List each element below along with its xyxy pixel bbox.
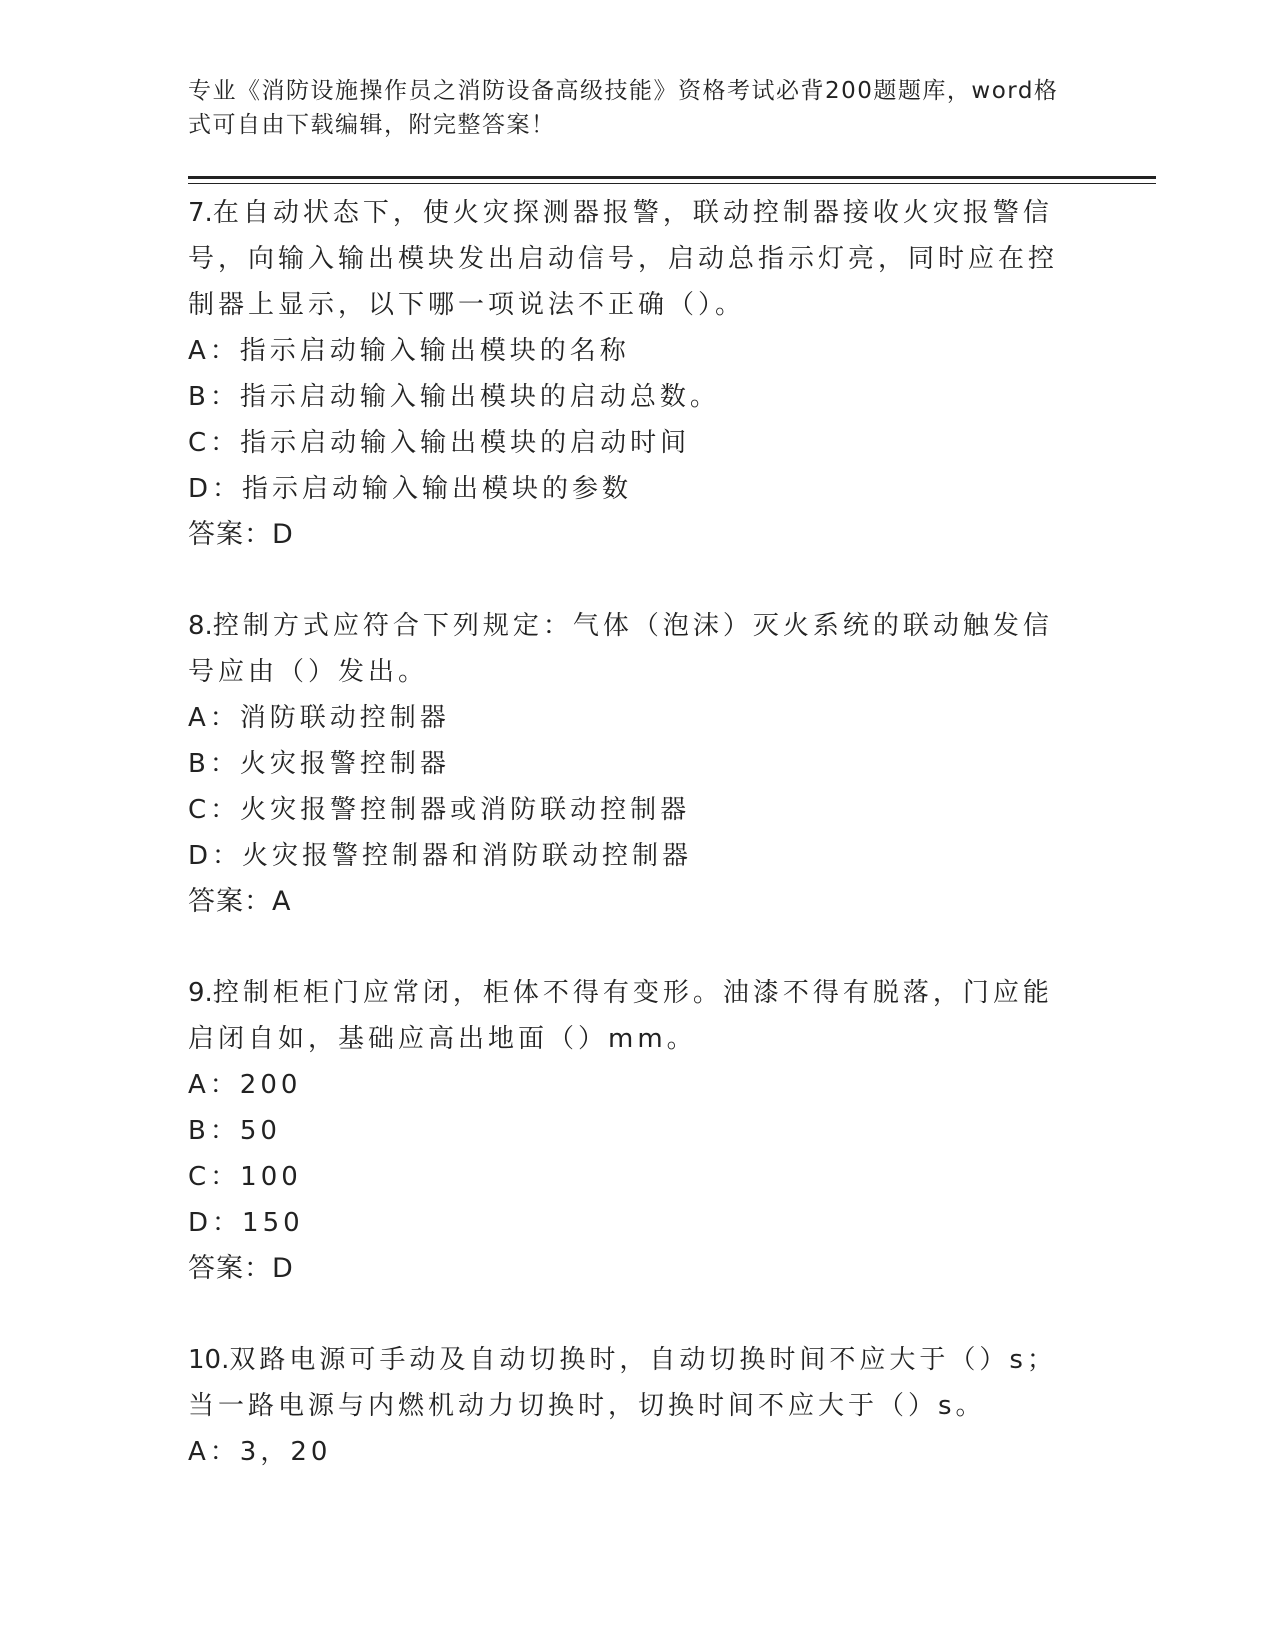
question-number: 10. (188, 1345, 230, 1375)
question-8 (188, 603, 1068, 925)
question-list (188, 190, 1068, 1520)
question-number: 7. (188, 198, 213, 228)
question-9 (188, 970, 1068, 1292)
answer: 答案：D (188, 1253, 294, 1284)
question-text (188, 603, 1068, 695)
question-7 (188, 190, 1068, 558)
option-c: C：100 (188, 1162, 302, 1192)
header-divider-thin (188, 183, 1156, 184)
option-a: A：200 (188, 1070, 302, 1100)
option-a: A：3，20 (188, 1437, 332, 1467)
answer: 答案：D (188, 519, 294, 550)
question-body: 控制方式应符合下列规定：气体（泡沫）灭火系统的联动触发信号应由（）发出。 (188, 611, 1053, 687)
question-text (188, 190, 1068, 328)
question-number: 8. (188, 611, 213, 641)
question-number: 9. (188, 978, 213, 1008)
option-d: D：火灾报警控制器和消防联动控制器 (188, 841, 693, 871)
question-text (188, 1337, 1068, 1429)
option-d: D：指示启动输入输出模块的参数 (188, 474, 633, 504)
option-a: A：消防联动控制器 (188, 703, 450, 733)
question-body: 控制柜柜门应常闭，柜体不得有变形。油漆不得有脱落，门应能启闭自如，基础应高出地面（）mm。 (188, 978, 1053, 1054)
question-body: 双路电源可手动及自动切换时，自动切换时间不应大于（）s；当一路电源与内燃机动力切换时，切换时间不应大于（）s。 (188, 1345, 1057, 1421)
option-c: C：火灾报警控制器或消防联动控制器 (188, 795, 691, 825)
question-text (188, 970, 1068, 1062)
question-10 (188, 1337, 1068, 1475)
header-divider-thick (188, 176, 1156, 179)
option-b: B：指示启动输入输出模块的启动总数。 (188, 382, 720, 412)
option-b: B：火灾报警控制器 (188, 749, 450, 779)
option-d: D：150 (188, 1208, 304, 1238)
document-header: 专业《消防设施操作员之消防设备高级技能》资格考试必背200题题库，word格式可自由下载编辑，附完整答案！ (188, 78, 1059, 138)
option-b: B：50 (188, 1116, 281, 1146)
answer: 答案：A (188, 886, 292, 917)
option-c: C：指示启动输入输出模块的启动时间 (188, 428, 691, 458)
question-body: 在自动状态下，使火灾探测器报警，联动控制器接收火灾报警信号，向输入输出模块发出启动信号，启动总指示灯亮，同时应在控制器上显示，以下哪一项说法不正确（）。 (188, 198, 1059, 320)
option-a: A：指示启动输入输出模块的名称 (188, 336, 630, 366)
